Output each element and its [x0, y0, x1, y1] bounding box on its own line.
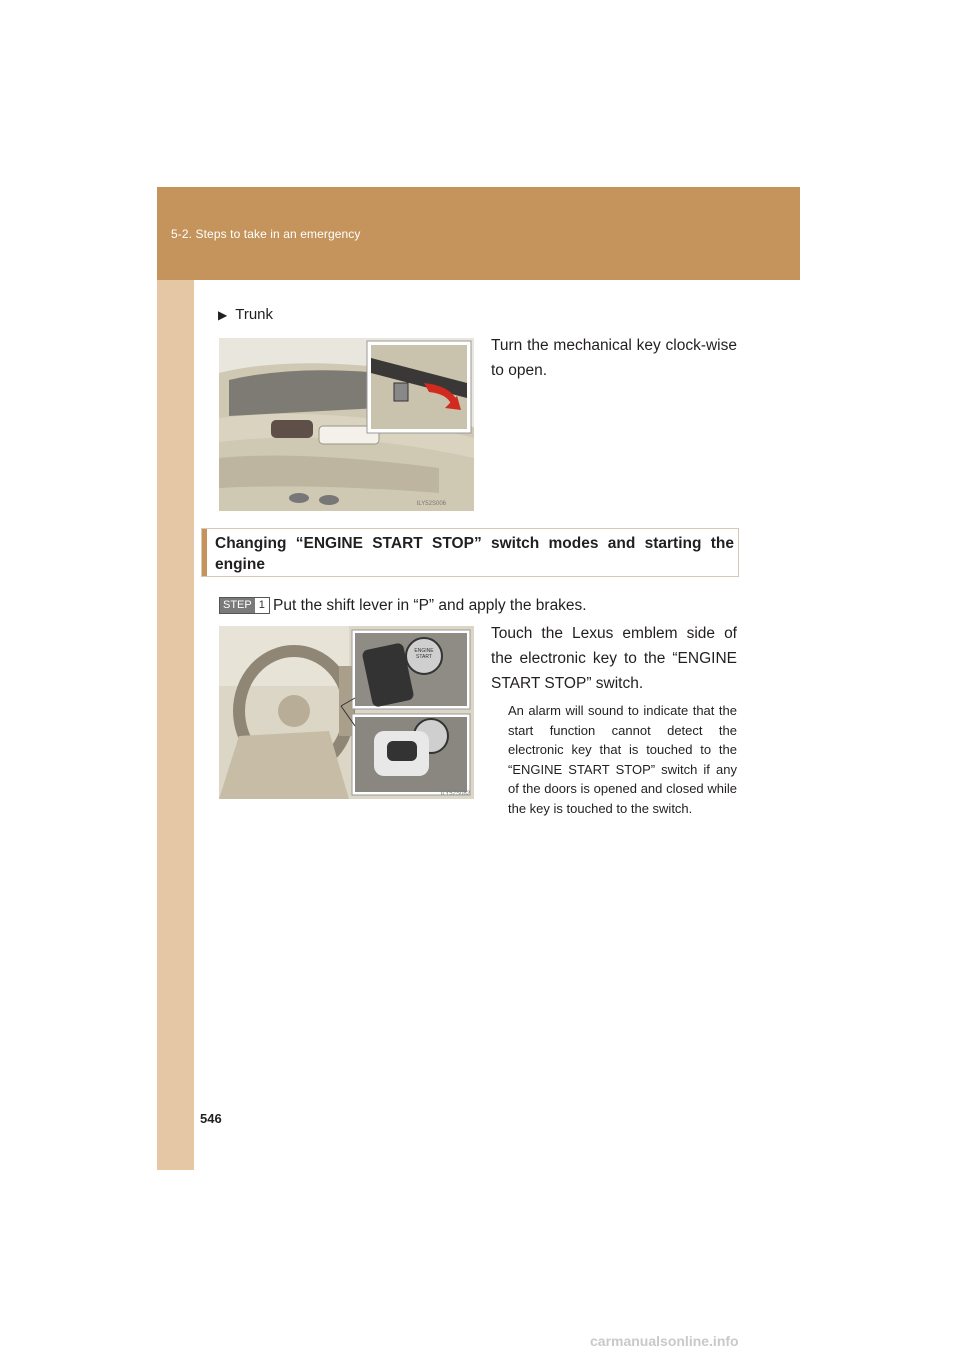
page-number: 546: [200, 1111, 222, 1126]
image-code: ILY52S006: [416, 501, 446, 507]
trunk-heading: [218, 306, 273, 323]
section-accent-bar: [202, 529, 207, 576]
step-2-text: Touch the Lexus emblem side of the electronic key to the “ENGINE START STOP” switch.: [491, 625, 737, 692]
step-word: STEP: [220, 598, 255, 613]
trunk-instruction: Turn the mechanical key clock-wise to open.: [491, 337, 737, 379]
engine-start-button-label: ENGINE START: [414, 648, 434, 660]
step-1-text: Put the shift lever in “P” and apply the brakes.: [273, 597, 587, 614]
watermark-text: carmanualsonline.info: [590, 1333, 739, 1349]
image-code: ILY52S082: [440, 791, 470, 797]
section-heading-box: [201, 528, 739, 577]
step-1-badge: [219, 597, 270, 614]
engine-start-illustration: [219, 626, 474, 799]
trunk-illustration: [219, 338, 474, 511]
side-margin-band: [157, 187, 194, 1170]
step-number: 1: [255, 598, 269, 613]
triangle-bullet-icon: ▶: [218, 307, 228, 322]
section-title: Changing “ENGINE START STOP” switch modes and starting the engine: [215, 535, 734, 573]
section-header: 5-2. Steps to take in an emergency: [171, 227, 361, 241]
alarm-note: An alarm will sound to indicate that the start function cannot detect the electronic key that is touched to the “ENGINE START STOP” switch if any of the doors is opened and closed while the key is touched to the switch.: [508, 703, 737, 816]
trunk-label: Trunk: [235, 306, 274, 323]
